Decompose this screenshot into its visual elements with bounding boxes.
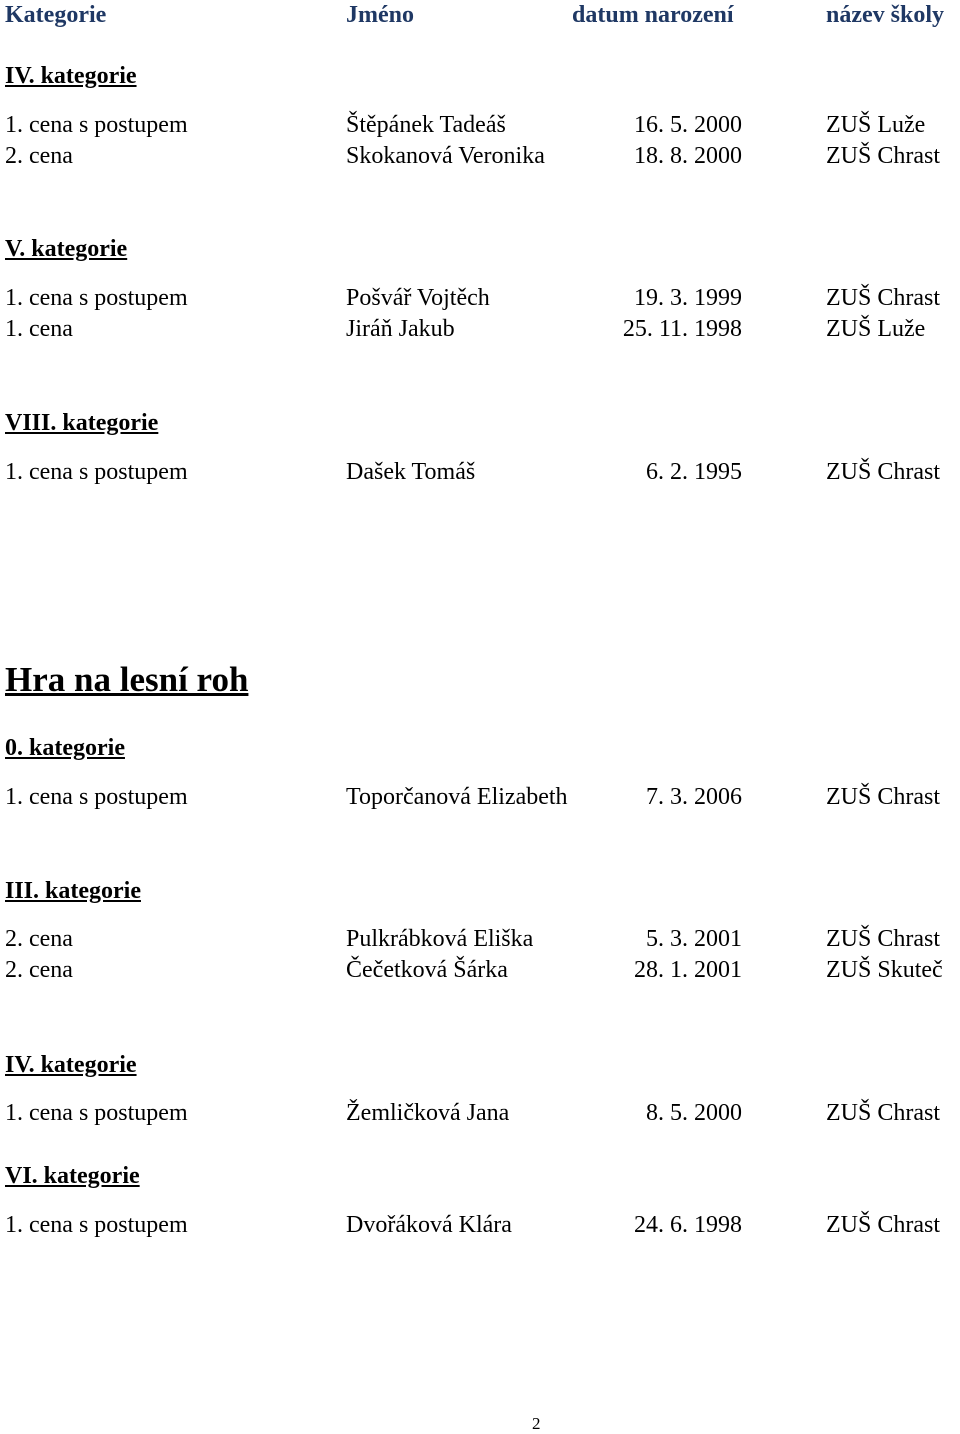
category-heading: IV. kategorie xyxy=(5,63,137,89)
award: 1. cena s postupem xyxy=(5,285,188,311)
table-row xyxy=(0,314,960,344)
contestant-name: Jiráň Jakub xyxy=(346,316,455,342)
birthdate: 28. 1. 2001 xyxy=(634,957,742,983)
school: ZUŠ Skuteč xyxy=(826,957,943,983)
award: 1. cena xyxy=(5,316,73,342)
school: ZUŠ Chrast xyxy=(826,285,940,311)
award: 1. cena s postupem xyxy=(5,459,188,485)
contestant-name: Dašek Tomáš xyxy=(346,459,476,485)
category-heading: V. kategorie xyxy=(5,236,128,262)
header-name: Jméno xyxy=(346,2,414,28)
award: 1. cena s postupem xyxy=(5,1212,188,1238)
contestant-name: Štěpánek Tadeáš xyxy=(346,112,506,138)
contestant-name: Pulkrábková Eliška xyxy=(346,926,534,952)
header-birthdate: datum narození xyxy=(572,2,734,28)
table-row xyxy=(0,955,960,985)
contestant-name: Skokanová Veronika xyxy=(346,143,545,169)
birthdate: 19. 3. 1999 xyxy=(634,285,742,311)
birthdate: 6. 2. 1995 xyxy=(646,459,742,485)
award: 2. cena xyxy=(5,957,73,983)
school: ZUŠ Chrast xyxy=(826,143,940,169)
table-row xyxy=(0,1098,960,1128)
school: ZUŠ Chrast xyxy=(826,459,940,485)
header-school: název školy xyxy=(826,2,945,28)
award: 2. cena xyxy=(5,143,73,169)
birthdate: 5. 3. 2001 xyxy=(646,926,742,952)
school: ZUŠ Chrast xyxy=(826,926,940,952)
award: 2. cena xyxy=(5,926,73,952)
table-row xyxy=(0,924,960,954)
header-category: Kategorie xyxy=(5,2,107,28)
birthdate: 8. 5. 2000 xyxy=(646,1100,742,1126)
category-heading: IV. kategorie xyxy=(5,1052,137,1078)
table-row xyxy=(0,782,960,812)
birthdate: 7. 3. 2006 xyxy=(646,784,742,810)
table-row xyxy=(0,1210,960,1240)
contestant-name: Dvořáková Klára xyxy=(346,1212,512,1238)
birthdate: 18. 8. 2000 xyxy=(634,143,742,169)
birthdate: 25. 11. 1998 xyxy=(622,316,742,342)
section-title: Hra na lesní roh xyxy=(5,660,249,699)
school: ZUŠ Chrast xyxy=(826,1100,940,1126)
birthdate: 16. 5. 2000 xyxy=(634,112,742,138)
birthdate: 24. 6. 1998 xyxy=(634,1212,742,1238)
school: ZUŠ Chrast xyxy=(826,784,940,810)
category-heading: 0. kategorie xyxy=(5,735,125,761)
award: 1. cena s postupem xyxy=(5,1100,188,1126)
table-row xyxy=(0,283,960,313)
award: 1. cena s postupem xyxy=(5,784,188,810)
award: 1. cena s postupem xyxy=(5,112,188,138)
contestant-name: Toporčanová Elizabeth xyxy=(346,784,568,810)
table-row xyxy=(0,457,960,487)
school: ZUŠ Luže xyxy=(826,112,926,138)
contestant-name: Žemličková Jana xyxy=(346,1100,510,1126)
contestant-name: Čečetková Šárka xyxy=(346,957,508,983)
category-heading: VIII. kategorie xyxy=(5,410,159,436)
category-heading: III. kategorie xyxy=(5,878,141,904)
school: ZUŠ Luže xyxy=(826,316,926,342)
school: ZUŠ Chrast xyxy=(826,1212,940,1238)
contestant-name: Pošvář Vojtěch xyxy=(346,285,490,311)
page-number: 2 xyxy=(532,1414,541,1433)
category-heading: VI. kategorie xyxy=(5,1163,140,1189)
table-row xyxy=(0,110,960,140)
table-header xyxy=(0,0,960,32)
table-row xyxy=(0,141,960,171)
